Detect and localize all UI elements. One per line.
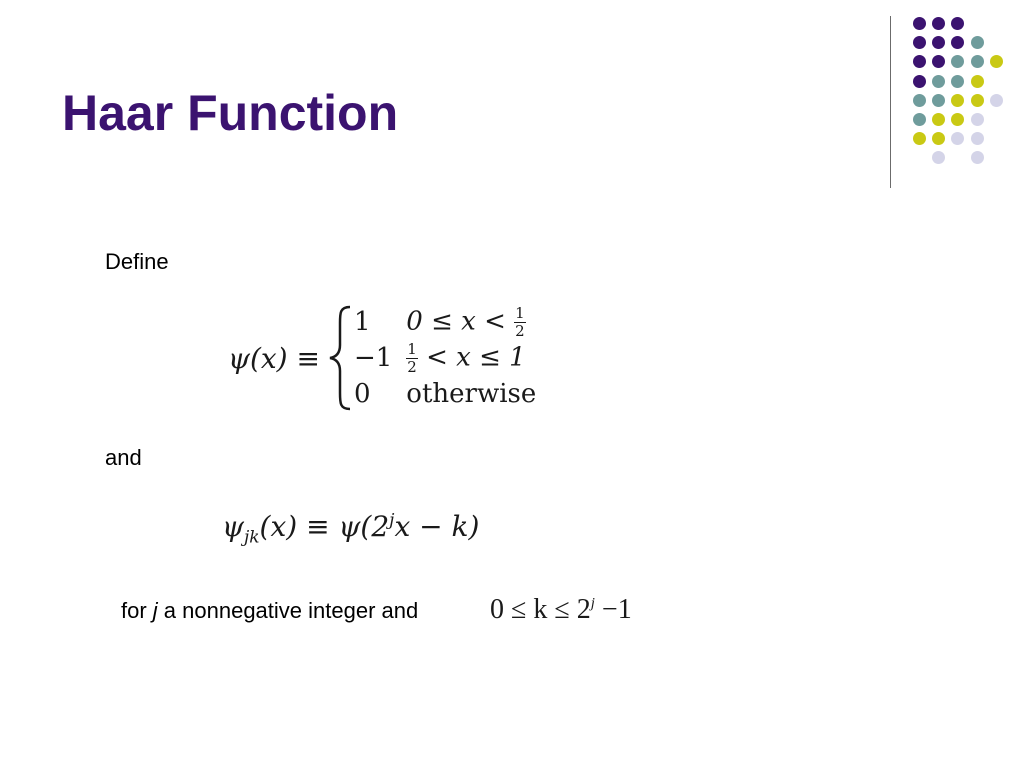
piecewise-cases <box>354 304 550 412</box>
decorative-dot <box>951 75 964 88</box>
fraction-denominator: 2 <box>407 357 417 376</box>
footer-text <box>121 598 418 624</box>
decorative-dot <box>913 36 926 49</box>
case-condition <box>406 304 550 340</box>
k-range-rhs: −1 <box>594 594 632 625</box>
decorative-dot <box>913 55 926 68</box>
decorative-dot <box>932 151 945 164</box>
and-label: and <box>105 445 142 470</box>
decorative-dot <box>932 94 945 107</box>
k-range-lhs: 0 ≤ k ≤ 2 <box>490 594 591 625</box>
decorative-dot <box>990 94 1003 107</box>
decorative-dot <box>913 132 926 145</box>
psi-symbol: ψ <box>222 510 244 543</box>
equation-psi-jk-body: (x) ≡ ψ(2 <box>259 510 390 543</box>
decorative-dot <box>932 132 945 145</box>
fraction <box>514 303 526 340</box>
decorative-dot <box>951 55 964 68</box>
decorative-dot <box>971 75 984 88</box>
case-row <box>354 340 550 376</box>
k-range-superscript: j <box>590 595 595 612</box>
decorative-dot <box>913 17 926 30</box>
decorative-dot <box>971 132 984 145</box>
slide-title: Haar Function <box>62 85 399 141</box>
equation-psi-jk <box>222 510 479 548</box>
case-value: 1 <box>353 307 371 337</box>
decorative-dot <box>971 151 984 164</box>
condition-text: 0 ≤ x < <box>406 306 506 336</box>
equation-psi-lhs: ψ(x) ≡ <box>228 341 320 375</box>
case-condition: otherwise <box>406 379 537 409</box>
divider-line <box>890 16 891 188</box>
fraction-numerator: 1 <box>407 339 417 358</box>
footer-variable: j <box>152 598 158 623</box>
subscript-jk: jk <box>243 527 260 548</box>
fraction <box>406 339 418 376</box>
decorative-dot <box>990 55 1003 68</box>
case-condition <box>406 340 550 376</box>
case-value: 0 <box>353 379 371 409</box>
equation-psi-jk-tail: x − k) <box>394 510 480 543</box>
decorative-dot <box>932 55 945 68</box>
define-label: Define <box>105 249 169 274</box>
decorative-dot <box>932 113 945 126</box>
footer-suffix: a nonnegative integer and <box>157 598 419 623</box>
decorative-dot <box>951 36 964 49</box>
equation-k-range <box>490 594 632 626</box>
superscript-j: j <box>389 510 395 531</box>
condition-text: < x ≤ 1 <box>426 342 526 372</box>
decorative-dot <box>913 113 926 126</box>
case-row <box>354 376 550 412</box>
case-value: −1 <box>353 343 393 373</box>
decorative-dot <box>951 17 964 30</box>
decorative-dot <box>932 75 945 88</box>
left-brace-icon <box>328 305 354 411</box>
equation-psi-definition <box>228 305 550 411</box>
decorative-dot <box>971 113 984 126</box>
decorative-dot <box>971 94 984 107</box>
decorative-dot <box>913 75 926 88</box>
footer-prefix: for <box>121 598 153 623</box>
decorative-dot <box>971 55 984 68</box>
decorative-dot <box>951 132 964 145</box>
decorative-dot <box>913 94 926 107</box>
fraction-denominator: 2 <box>515 321 525 340</box>
decorative-dot <box>932 36 945 49</box>
fraction-numerator: 1 <box>515 303 525 322</box>
case-row <box>354 304 550 340</box>
decorative-dot <box>951 94 964 107</box>
decorative-dot <box>951 113 964 126</box>
decorative-dot <box>971 36 984 49</box>
decorative-dot <box>932 17 945 30</box>
